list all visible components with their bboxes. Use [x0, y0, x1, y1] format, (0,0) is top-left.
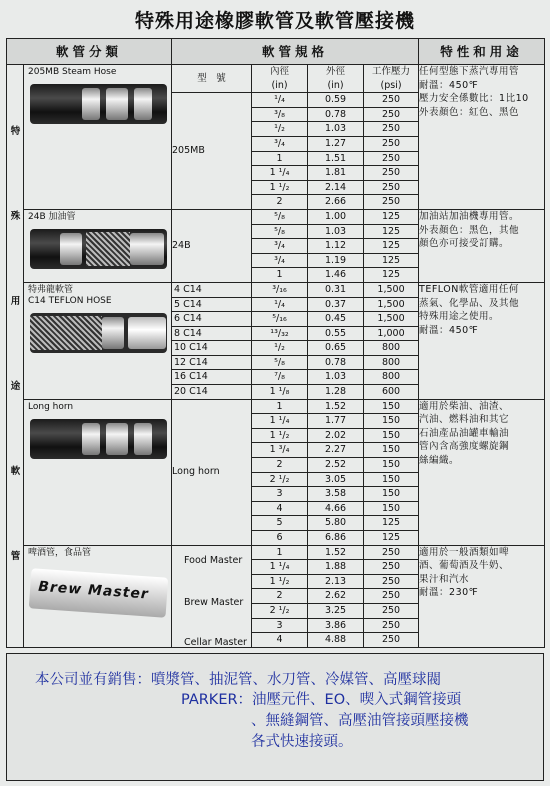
pressure-value: 250 [364, 589, 418, 604]
inner-diameter-value: ³/₁₆ [252, 283, 307, 298]
feature-line: 任何型態下蒸汽專用管 [419, 66, 520, 77]
model-value: 205MB [172, 145, 205, 157]
outer-diameter-value: 0.31 [308, 283, 363, 298]
outer-diameter-value: 1.46 [324, 269, 347, 281]
pressure-value: 250 [364, 152, 418, 167]
feature-line: 蒸氣、化學品、及其他 [419, 297, 520, 309]
header-spec: 軟管規格 [172, 39, 419, 65]
feature-line: 外表顏色：紅色、黑色 [419, 106, 520, 118]
spec-col-unit: (in) [271, 79, 288, 91]
inner-diameter-value: ³/₄ [252, 239, 307, 254]
hose-name: 205MB Steam Hose [28, 67, 117, 77]
spec-col-unit: (in) [327, 79, 344, 91]
hose-group-row [7, 399, 545, 545]
inner-diameter-value: 6 [276, 532, 283, 543]
outer-diameter-value: 0.45 [308, 312, 363, 327]
footer-line-4: 各式快速接頭。 [251, 734, 353, 750]
outer-diameter-cell [308, 399, 364, 545]
inner-diameter-value: 2 ¹/₂ [252, 604, 307, 619]
feature-line: 適用於一般酒類如啤 [419, 546, 510, 558]
hose-photo [29, 568, 168, 617]
spec-col-unit: (psi) [380, 79, 402, 91]
outer-diameter-value: 3.25 [308, 604, 363, 619]
outer-diameter-value: 1.03 [308, 122, 363, 137]
hose-category-cell [24, 545, 172, 647]
hose-group-row [7, 545, 545, 647]
inner-diameter-value: 1 [252, 152, 307, 167]
inner-diameter-value: ⁷/₈ [252, 370, 307, 385]
pressure-value: 125 [364, 254, 418, 269]
pressure-value: 150 [364, 487, 418, 502]
inner-diameter-value: 2 ¹/₂ [252, 473, 307, 488]
model-value: 12 C14 [172, 356, 251, 371]
inner-diameter-value: 1 [276, 269, 283, 281]
feature-line: 汽油、燃料油和其它 [419, 414, 510, 426]
pressure-value: 125 [364, 516, 418, 531]
outer-diameter-value: 1.00 [308, 210, 363, 225]
features-cell [419, 545, 545, 647]
inner-diameter-value: 1 ¹/₄ [252, 166, 307, 181]
outer-diameter-value: 1.03 [308, 370, 363, 385]
outer-diameter-cell [308, 93, 364, 210]
side-label-char: 途 [10, 381, 21, 392]
feature-line: 耐溫：450℉ [419, 79, 479, 91]
side-label [7, 65, 24, 648]
outer-diameter-value: 0.55 [308, 327, 363, 342]
outer-diameter-value: 4.88 [324, 634, 347, 646]
feature-line: 酒、葡萄酒及牛奶、 [419, 560, 510, 572]
pressure-value: 250 [364, 575, 418, 590]
pressure-value: 250 [364, 166, 418, 181]
outer-diameter-cell [308, 209, 364, 282]
model-value: 10 C14 [172, 341, 251, 356]
model-value: Long horn [172, 466, 220, 478]
pressure-value: 800 [364, 370, 418, 385]
pressure-value: 1,500 [364, 298, 418, 313]
outer-diameter-value: 6.86 [324, 532, 347, 543]
model-cell [172, 545, 252, 647]
inner-diameter-value: ³/₄ [252, 254, 307, 269]
feature-line: 石油產品油罐車輸油 [419, 427, 510, 439]
pressure-cell [364, 209, 419, 282]
spec-col-label: 外徑 [326, 66, 346, 77]
inner-diameter-value: 5 [252, 516, 307, 531]
model-value: 24B [172, 240, 191, 252]
header-features: 特性和用途 [419, 39, 545, 65]
pressure-value: 250 [364, 181, 418, 196]
side-label-char: 殊 [10, 211, 21, 222]
footer-line-2: PARKER：油壓元件、EO、喫入式鋼管接頭 [181, 692, 462, 708]
pressure-value: 150 [364, 458, 418, 473]
pressure-value: 125 [364, 210, 418, 225]
spec-col-id [252, 65, 308, 93]
inner-diameter-value: 4 [276, 634, 283, 646]
inner-diameter-value: ¹/₄ [252, 93, 307, 108]
outer-diameter-value: 0.59 [308, 93, 363, 108]
footer-box [6, 653, 544, 781]
inner-diameter-value: 1 ¹/₈ [269, 386, 290, 398]
inner-diameter-cell [252, 545, 308, 647]
outer-diameter-value: 1.28 [324, 386, 347, 398]
feature-line: 外表顏色：黑色，其他 [419, 224, 520, 236]
outer-diameter-value: 1.19 [308, 254, 363, 269]
inner-diameter-value: ³/₈ [252, 108, 307, 123]
pressure-value: 250 [381, 196, 401, 208]
feature-line: 絲編織。 [419, 455, 460, 467]
inner-diameter-value: 1 ¹/₄ [252, 414, 307, 429]
hose-table [6, 38, 545, 648]
pressure-cell [364, 93, 419, 210]
spec-col-label: 工作壓力 [372, 66, 411, 77]
inner-diameter-value: 1 [252, 400, 307, 415]
hose-group-row [7, 209, 545, 282]
pressure-value: 250 [364, 619, 418, 634]
inner-diameter-value: 1 ³/₄ [252, 443, 307, 458]
outer-diameter-value: 1.12 [308, 239, 363, 254]
outer-diameter-value: 2.13 [308, 575, 363, 590]
side-label-char: 特 [10, 126, 21, 137]
inner-diameter-cell [252, 209, 308, 282]
pressure-cell [364, 282, 419, 399]
inner-diameter-value: 1 ¹/₂ [252, 575, 307, 590]
feature-line: 管內含高強度螺旋鋼 [419, 441, 510, 453]
pressure-value: 1,500 [364, 312, 418, 327]
footer-line-1: 本公司並有銷售：噴漿管、抽泥管、水刀管、冷媒管、高壓球閥 [35, 672, 441, 688]
page-title: 特殊用途橡膠軟管及軟管壓接機 [134, 10, 415, 32]
pressure-value: 150 [364, 429, 418, 444]
outer-diameter-value: 5.80 [308, 516, 363, 531]
inner-diameter-value: ¹/₄ [252, 298, 307, 313]
outer-diameter-value: 2.66 [324, 196, 347, 208]
inner-diameter-value: 2 [252, 458, 307, 473]
outer-diameter-value: 2.14 [308, 181, 363, 196]
hose-photo [30, 419, 167, 459]
hose-name: 特弗龍軟管 C14 TEFLON HOSE [28, 284, 112, 306]
outer-diameter-value: 1.81 [308, 166, 363, 181]
spec-subheader [7, 65, 545, 93]
model-value: 6 C14 [172, 312, 251, 327]
inner-diameter-value: ⁵/₈ [252, 225, 307, 240]
header-category: 軟管分類 [7, 39, 172, 65]
pressure-cell [364, 399, 419, 545]
footer-line-3: 、無縫鋼管、高壓油管接頭壓接機 [251, 713, 469, 729]
model-value: 8 C14 [172, 327, 251, 342]
outer-diameter-value: 1.03 [308, 225, 363, 240]
hose-category-cell [24, 65, 172, 210]
model-value: Brew Master [184, 596, 244, 608]
pressure-value: 800 [364, 341, 418, 356]
model-cell [172, 399, 252, 545]
model-cell [172, 93, 252, 210]
model-value: 16 C14 [172, 370, 251, 385]
outer-diameter-value: 3.05 [308, 473, 363, 488]
inner-diameter-value: ¹³/₃₂ [252, 327, 307, 342]
inner-diameter-value: ¹/₂ [252, 122, 307, 137]
outer-diameter-cell [308, 282, 364, 399]
feature-line: 顏色亦可接受訂購。 [419, 238, 510, 250]
hose-name: 24B 加油管 [28, 211, 76, 222]
hose-name: 啤酒管，食品管 [28, 547, 92, 558]
hose-photo [30, 84, 167, 124]
pressure-value: 250 [364, 108, 418, 123]
pressure-value: 250 [364, 604, 418, 619]
pressure-value: 250 [364, 93, 418, 108]
pressure-value: 125 [364, 225, 418, 240]
pressure-value: 250 [364, 546, 418, 561]
pressure-value: 600 [381, 386, 401, 398]
model-value: 20 C14 [174, 386, 208, 398]
feature-line: 壓力安全係數比：1比10 [419, 93, 529, 105]
outer-diameter-value: 1.52 [308, 400, 363, 415]
inner-diameter-value: 1 ¹/₂ [252, 429, 307, 444]
feature-line: TEFLON軟管適用任何 [419, 283, 519, 295]
outer-diameter-value: 1.27 [308, 137, 363, 152]
feature-line: 適用於柴油、油渣、 [419, 400, 510, 412]
pressure-value: 125 [381, 269, 401, 281]
table-body [7, 65, 545, 648]
outer-diameter-value: 2.02 [308, 429, 363, 444]
inner-diameter-value: 4 [252, 502, 307, 517]
inner-diameter-value: 2 [276, 196, 283, 208]
feature-line: 特殊用途之使用。 [419, 311, 500, 323]
pressure-value: 150 [364, 502, 418, 517]
inner-diameter-value: 1 [252, 546, 307, 561]
side-label-char: 用 [10, 296, 21, 307]
pressure-value: 250 [364, 560, 418, 575]
model-value: 5 C14 [172, 298, 251, 313]
pressure-value: 250 [364, 122, 418, 137]
outer-diameter-value: 0.78 [308, 108, 363, 123]
pressure-value: 250 [364, 137, 418, 152]
inner-diameter-value: 2 [252, 589, 307, 604]
features-cell [419, 65, 545, 210]
hose-photo [30, 229, 167, 269]
spec-col-label: 內徑 [270, 66, 290, 77]
model-cell [172, 282, 252, 399]
pressure-value: 250 [381, 634, 401, 646]
outer-diameter-value: 2.52 [308, 458, 363, 473]
feature-line: 果汁和汽水 [419, 573, 470, 585]
model-value: 4 C14 [172, 283, 251, 298]
side-label-char: 軟 [10, 466, 21, 477]
inner-diameter-value: 3 [252, 487, 307, 502]
hose-group-row [7, 282, 545, 399]
pressure-value: 800 [364, 356, 418, 371]
pressure-value: 1,500 [364, 283, 418, 298]
features-cell [419, 209, 545, 282]
inner-diameter-cell [252, 93, 308, 210]
outer-diameter-value: 0.65 [308, 341, 363, 356]
inner-diameter-value: ¹/₂ [252, 341, 307, 356]
pressure-value: 150 [364, 414, 418, 429]
feature-line: 耐溫：230℉ [419, 587, 479, 599]
inner-diameter-value: 3 [252, 619, 307, 634]
inner-diameter-value: 1 ¹/₂ [252, 181, 307, 196]
pressure-value: 150 [364, 443, 418, 458]
outer-diameter-value: 0.37 [308, 298, 363, 313]
hose-category-cell [24, 399, 172, 545]
pressure-value: 150 [364, 473, 418, 488]
outer-diameter-value: 1.51 [308, 152, 363, 167]
pressure-cell [364, 545, 419, 647]
features-cell [419, 399, 545, 545]
outer-diameter-cell [308, 545, 364, 647]
spec-col-label: 型 號 [197, 72, 226, 84]
inner-diameter-value: ⁵/₁₆ [252, 312, 307, 327]
spec-col-od [308, 65, 364, 93]
outer-diameter-value: 0.78 [308, 356, 363, 371]
outer-diameter-value: 2.27 [308, 443, 363, 458]
brand-print: Brew Master [37, 578, 150, 603]
outer-diameter-value: 1.88 [308, 560, 363, 575]
table-header [7, 39, 545, 65]
outer-diameter-value: 4.66 [308, 502, 363, 517]
inner-diameter-value: 1 ¹/₄ [252, 560, 307, 575]
inner-diameter-value: ⁵/₈ [252, 356, 307, 371]
pressure-value: 125 [381, 532, 401, 543]
spec-col-pressure [364, 65, 419, 93]
feature-line: 加油站加油機專用管。 [419, 210, 520, 222]
outer-diameter-value: 1.52 [308, 546, 363, 561]
hose-category-cell [24, 209, 172, 282]
outer-diameter-value: 2.62 [308, 589, 363, 604]
pressure-value: 125 [364, 239, 418, 254]
side-label-char: 管 [10, 551, 21, 562]
model-value: Food Master [184, 554, 243, 566]
features-cell [419, 282, 545, 399]
outer-diameter-value: 3.86 [308, 619, 363, 634]
pressure-value: 1,000 [364, 327, 418, 342]
feature-line: 耐溫：450℉ [419, 324, 479, 336]
outer-diameter-value: 3.58 [308, 487, 363, 502]
model-cell [172, 209, 252, 282]
inner-diameter-value: ⁵/₈ [252, 210, 307, 225]
hose-name: Long horn [28, 401, 74, 412]
hose-category-cell [24, 282, 172, 399]
pressure-value: 150 [364, 400, 418, 415]
inner-diameter-cell [252, 282, 308, 399]
spec-col-model [172, 65, 252, 93]
inner-diameter-value: ³/₄ [252, 137, 307, 152]
hose-photo [30, 313, 167, 353]
outer-diameter-value: 1.77 [308, 414, 363, 429]
inner-diameter-cell [252, 399, 308, 545]
model-value: Cellar Master [184, 636, 247, 648]
